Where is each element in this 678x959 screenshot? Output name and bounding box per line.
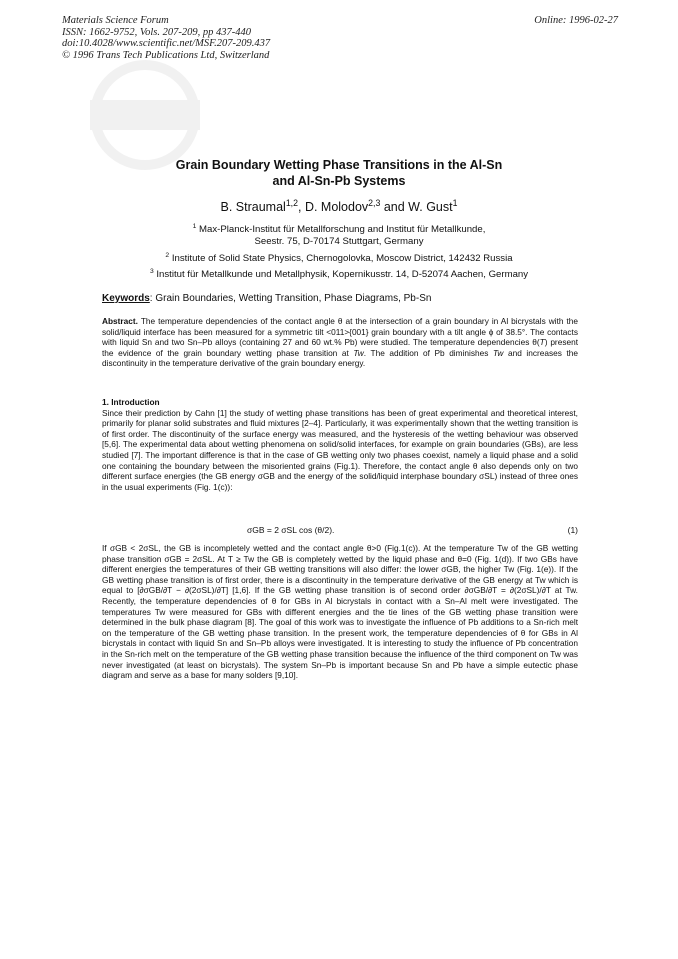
section-heading: 1. Introduction <box>102 397 160 407</box>
author-name: B. Straumal <box>220 200 286 214</box>
paragraph: Since their prediction by Cahn [1] the study of wetting phase transitions has been of great experimental and theoretical interest, primarily for planar solid substrates and fluid mixtures [2–4]. Particularly, it was experimentally shown that the wetting transition is of first order. The discontinuity of the surface energy was measured, and the hysteresis of the wetting behaviour was observed [5,6]. The experimental data about wetting phenomena on solid/solid interfaces, for example on grain boundaries (GBs), are less studied [7]. The important difference is that in the case of GB wetting only two phases coexist, namely a liquid phase and a solid one containing the boundary between the misoriented grains (Fig.1). Therefore, the contact angle θ also depends only on two different surface energies (the GB energy σGB and the energy of the solid/liquid interphase boundary σSL) instead of three ones in the usual experiments (Fig. 1(c)): <box>102 407 578 492</box>
abstract-label: Abstract. <box>102 316 138 326</box>
affiliation-text: Institute of Solid State Physics, Chernogolovka, Moscow District, 142432 Russia <box>171 253 513 264</box>
equation-text: σGB = 2 σSL cos (θ/2). <box>247 525 335 535</box>
author-name: W. Gust <box>408 200 453 214</box>
author-name: D. Molodov <box>304 200 369 214</box>
affiliation-1 <box>0 224 678 248</box>
author-superscript: 1 <box>452 197 458 208</box>
affiliation-3 <box>0 269 678 281</box>
title-line-1: Grain Boundary Wetting Phase Transitions in the Al-Sn <box>175 158 503 172</box>
abstract-text: The temperature dependencies of the contact angle θ at the intersection of a grain boundary in Al bicrystals with the solid/liquid interface has been measured for a symmetric tilt <011>{001} grain boundary with a tilt angle ϕ of 38.5°. The contacts with liquid Sn and two Sn–Pb alloys (containing 27 and 60 wt.% Pb) were studied. The temperature dependencies θ( <box>102 316 579 348</box>
introduction-continued <box>102 543 578 681</box>
issn-line: ISSN: 1662-9752, Vols. 207-209, pp 437-440 <box>62 26 251 38</box>
abstract <box>102 316 578 369</box>
affiliation-2 <box>0 253 678 265</box>
keywords: Keywords: Grain Boundaries, Wetting Transition, Phase Diagrams, Pb-Sn <box>102 293 432 304</box>
equation-number: (1) <box>567 525 578 535</box>
affiliation-text: Institut für Metallkunde und Metallphysik, Kopernikusstr. 14, D-52074 Aachen, Germany <box>156 269 529 280</box>
journal-name: Materials Science Forum <box>62 15 169 26</box>
affiliation-text: Seestr. 75, D-70174 Stuttgart, Germany <box>254 236 424 247</box>
title-line-2: and Al-Sn-Pb Systems <box>272 174 406 188</box>
doi-line[interactable]: doi:10.4028/www.scientific.net/MSF.207-209.437 <box>62 38 271 49</box>
journal-header <box>62 15 270 61</box>
publisher-watermark <box>60 60 230 170</box>
keywords-label: Keywords <box>102 293 150 304</box>
abstract-symbol: T <box>539 337 545 348</box>
author-superscript: 2,3 <box>368 197 381 208</box>
abstract-text: . The addition of Pb diminishes <box>363 347 493 358</box>
abstract-text: and increases the discontinuity in the temperature derivative of the grain boundary energy. <box>102 347 578 369</box>
affiliation-number: 2 <box>165 251 170 259</box>
abstract-symbol: Tw <box>353 347 364 358</box>
paragraph: If σGB < 2σSL, the GB is incompletely wetted and the contact angle θ>0 (Fig.1(c)). At the temperature Tw of the GB wetting phase transition σGB = 2σSL. At T ≥ Tw the GB is completely wetted by the liquid phase and θ=0 (Fig. 1(d)). If two GBs have different energies the temperatures of their GB wetting transitions will also differ: the lower σGB, the higher Tw (Fig. 1(e)). If the GB wetting phase transition is of first order, there is a discontinuity in the temperature derivative of the GB energy at Tw which is equal to [∂σGB/∂T − ∂(2σSL)/∂T] [1,6]. If the GB wetting phase transition is of second order ∂σGB/∂T = ∂(2σSL)/∂T at Tw. Recently, the temperature dependencies of θ for GBs in Al bicrystals in contact with a Sn–Al melt were investigated. The temperatures Tw were measured for GBs with different energies and the tie lines of the GB wetting phase transition were determined in the bulk phase diagram [8]. The goal of this work was to investigate the influence of Pb additions to a Sn-rich melt on the temperature of the GB wetting phase transition. In the present work, the temperature dependencies of θ for GBs in Al bicrystals in contact with liquid Sn and Sn–Pb alloys were investigated. It is interesting to study the influence of Pb concentration in the Sn-rich melt on the temperature of the GB wetting phase transition because the influence of the third component on Tw was never investigated (at least on bicrystals). The system Sn–Pb is important because Sn and Pb have a simple eutectic phase diagram and serve as a base for many solders [9,10]. <box>102 543 578 681</box>
author-superscript: 1,2 <box>285 197 298 208</box>
paper-title <box>0 157 678 189</box>
affiliation-number: 3 <box>149 267 154 275</box>
introduction-section <box>102 397 578 492</box>
copyright-line: © 1996 Trans Tech Publications Ltd, Switzerland <box>62 49 270 61</box>
affiliation-text: Max-Planck-Institut für Metallforschung and Institut für Metallkunde, <box>199 224 486 235</box>
affiliation-number: 1 <box>192 222 197 230</box>
online-date: Online: 1996-02-27 <box>534 15 618 26</box>
abstract-symbol: Tw <box>492 347 504 358</box>
abstract-text: ) present the evidence of the grain boundary wetting phase transition at <box>102 337 578 358</box>
keywords-text: Grain Boundaries, Wetting Transition, Phase Diagrams, Pb-Sn <box>155 293 432 304</box>
author-list: B. Straumal$^{1,2}$, D. Molodov$^{2,3}$ and W. Gust$^1$ <box>220 197 458 214</box>
